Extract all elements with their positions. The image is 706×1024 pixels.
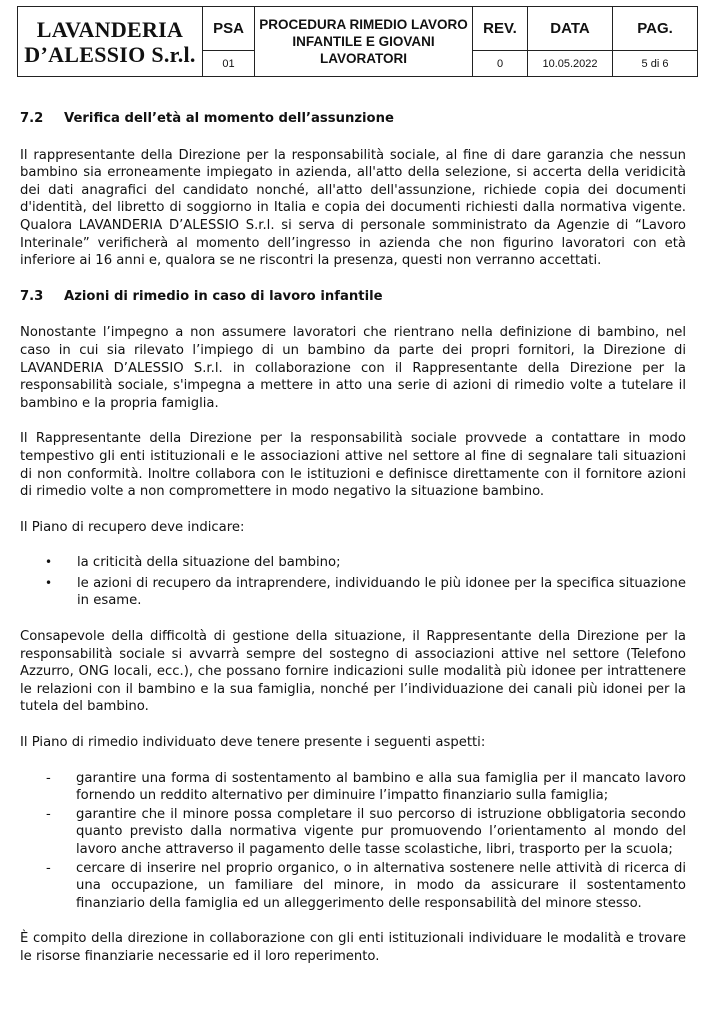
document-body bbox=[20, 110, 686, 984]
list-item bbox=[20, 806, 686, 859]
dash-marker: - bbox=[46, 770, 51, 786]
page-label: PAG. bbox=[613, 7, 698, 51]
closing-paragraph: È compito della direzione in collaborazione con gli enti istituzionali individuare le modalità e trovare le risorse finanziarie necessarie ed il loro reperimento. bbox=[20, 931, 686, 964]
date-value: 10.05.2022 bbox=[528, 51, 613, 77]
list-item-text: garantire una forma di sostentamento al bambino e alla sua famiglia per il mancato lavoro fornendo un reddito alternativo per diminuire l’impatto finanziario sulla famiglia; bbox=[76, 770, 686, 804]
section-7-3-paragraph-1: Nonostante l’impegno a non assumere lavoratori che rientrano nella definizione di bambino, nel caso in cui sia rilevato l’impiego di un bambino da parte dei propri fornitori, la Direzione di LAVANDERIA D’ALESSIO S.r.l. in collaborazione con il Rappresentante della Direzione per la responsabilità sociale, s'impegna a mettere in atto una serie di azioni di rimedio volte a tutelare il bambino e la propria famiglia. bbox=[20, 325, 686, 411]
section-7-2-paragraph: Il rappresentante della Direzione per la responsabilità sociale, al fine di dare garanzia che nessun bambino sia erroneamente impiegato in azienda, all'atto della selezione, si accerta della veridicità dei dati anagrafici del candidato nonché, all'atto dell'assunzione, richiede copia dei documenti d'identità, del libretto di soggiorno in Italia e copia dei documenti richiesti dalla normativa vigente. Qualora LAVANDERIA D’ALESSIO S.r.l. si serva di personale somministrato da Agenzie di “Lavoro Interinale” verificherà al momento dell’ingresso in azienda che non figurino lavoratori con età inferiore ai 16 anni e, qualora se ne riscontri la presenza, questi non verranno accettati. bbox=[20, 147, 686, 269]
procedure-title-line3: LAVORATORI bbox=[320, 51, 407, 66]
dash-marker: - bbox=[46, 860, 51, 876]
company-name-line1: LAVANDERIA bbox=[36, 16, 184, 42]
list-item-text: la criticità della situazione del bambino; bbox=[77, 555, 341, 571]
bullet-marker: • bbox=[45, 555, 53, 570]
list-item bbox=[20, 770, 686, 805]
procedure-title bbox=[255, 7, 473, 77]
section-number: 7.2 bbox=[20, 111, 44, 126]
section-7-3-heading bbox=[20, 288, 686, 306]
dash-marker: - bbox=[46, 806, 51, 822]
list-item-text: garantire che il minore possa completare il suo percorso di istruzione obbligatoria secondo quanto previsto dalla normativa vigente pur promuovendo l’orientamento al mondo del lavoro anche attraverso il pagamento delle tasse scolastiche, libri, trasporto per la scuola; bbox=[76, 806, 686, 857]
remedy-plan-intro: Il Piano di rimedio individuato deve tenere presente i seguenti aspetti: bbox=[20, 735, 486, 751]
rev-value: 0 bbox=[473, 51, 528, 77]
section-title: Azioni di rimedio in caso di lavoro infantile bbox=[64, 288, 383, 304]
company-name bbox=[18, 7, 203, 77]
page-number: 5 di 6 bbox=[613, 51, 698, 77]
list-item-text: cercare di inserire nel proprio organico, o in alternativa sostenere nelle attività di ricerca di una occupazione, un familiare del minore, in modo da assicurare il sostentamento finanziario della famiglia ed un alleggerimento delle responsabilità del minore stesso. bbox=[76, 860, 686, 911]
date-label: DATA bbox=[528, 7, 613, 51]
company-name-line2: D’ALESSIO S.r.l. bbox=[24, 41, 196, 67]
psa-label: PSA bbox=[203, 7, 255, 51]
section-7-3-paragraph-3: Consapevole della difficoltà di gestione della situazione, il Rappresentante della Direzione per la responsabilità sociale si avvarrà sempre del sostegno di associazioni attive nel settore (Telefono Azzurro, ONG locali, ecc.), che possano fornire indicazioni sulle modalità più idonee per intrattenere le relazioni con il bambino e la sua famiglia, nonché per l’individuazione dei canali più idonei per la tutela del bambino. bbox=[20, 629, 686, 715]
procedure-title-line2: INFANTILE E GIOVANI bbox=[292, 34, 435, 49]
list-item bbox=[20, 860, 686, 913]
list-item-text: le azioni di recupero da intraprendere, individuando le più idonee per la specifica situazione in esame. bbox=[77, 575, 686, 609]
recovery-plan-list bbox=[20, 554, 686, 610]
procedure-title-line1: PROCEDURA RIMEDIO LAVORO bbox=[259, 17, 468, 32]
section-number: 7.3 bbox=[20, 288, 44, 304]
list-item bbox=[20, 575, 686, 610]
recovery-plan-intro: Il Piano di recupero deve indicare: bbox=[20, 519, 245, 535]
document-header bbox=[17, 6, 698, 77]
psa-value: 01 bbox=[203, 51, 255, 77]
section-title: Verifica dell’età al momento dell’assunzione bbox=[64, 111, 394, 126]
bullet-marker: • bbox=[45, 575, 53, 590]
list-item bbox=[20, 554, 686, 572]
section-7-3-paragraph-2: Il Rappresentante della Direzione per la responsabilità sociale provvede a contattare in modo tempestivo gli enti istituzionali e le associazioni attive nel settore al fine di segnalare tali situazioni di non conformità. Inoltre collabora con le istituzioni e definisce direttamente con il fornitore azioni di rimedio volte a non compromettere in modo negativo la situazione bambino. bbox=[20, 431, 686, 500]
remedy-plan-list bbox=[20, 770, 686, 913]
rev-label: REV. bbox=[473, 7, 528, 51]
section-7-2-heading bbox=[20, 110, 686, 128]
